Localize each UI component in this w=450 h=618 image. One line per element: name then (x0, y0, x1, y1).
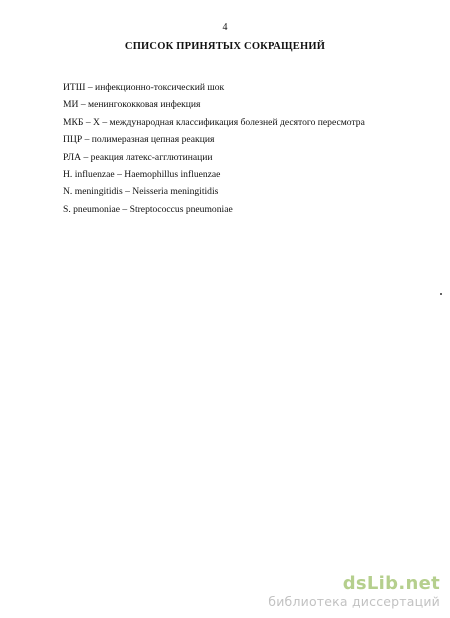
abbreviation-item-mi: МИ – менингококковая инфекция (63, 99, 201, 111)
abbreviation-item-mkb: МКБ – X – международная классификация болезней десятого пересмотра (63, 116, 365, 128)
scan-speck (440, 293, 442, 295)
abbreviation-item-itsh: ИТШ – инфекционно-токсический шок (63, 82, 225, 93)
abbreviation-item-rla: РЛА – реакция латекс-агглютинации (63, 151, 213, 163)
abbreviation-item-h-influenzae: H. influenzae – Haemophillus influenzae (63, 169, 221, 181)
watermark-subtitle: библиотека диссертаций (268, 594, 440, 609)
abbreviation-item-s-pneumoniae: S. pneumoniae – Streptococcus pneumoniae (63, 203, 233, 215)
watermark (268, 574, 440, 610)
abbreviation-item-pcr: ПЦР – полимеразная цепная реакция (63, 134, 215, 146)
watermark-logo: dsLib.net (342, 573, 440, 594)
abbreviation-list (63, 79, 365, 218)
page-number: 4 (222, 22, 228, 33)
page-title: СПИСОК ПРИНЯТЫХ СОКРАЩЕНИЙ (124, 41, 326, 52)
abbreviation-item-n-meningitidis: N. meningitidis – Neisseria meningitidis (63, 186, 219, 198)
